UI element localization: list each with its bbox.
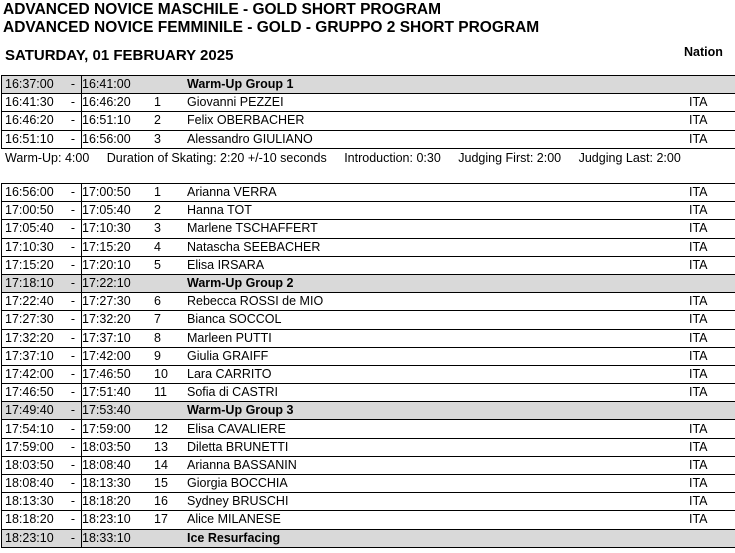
- start-number: 2: [154, 112, 187, 130]
- start-number: 1: [154, 94, 187, 112]
- table-row: [2, 220, 735, 238]
- start-number: [154, 76, 187, 94]
- end-time: 17:46:50: [82, 365, 155, 383]
- end-time: 16:56:00: [82, 130, 155, 148]
- skater-name: Felix OBERBACHER: [187, 112, 689, 130]
- start-number: 14: [154, 456, 187, 474]
- end-time: 17:27:30: [82, 293, 155, 311]
- end-time: 17:20:10: [82, 256, 155, 274]
- skater-name: Bianca SOCCOL: [187, 311, 689, 329]
- nation-code: ITA: [689, 238, 735, 256]
- table-row: [2, 384, 735, 402]
- nation-column-header: Nation: [684, 45, 723, 59]
- event-title-2: ADVANCED NOVICE FEMMINILE - GOLD - GRUPPO 2 SHORT PROGRAM: [3, 19, 540, 36]
- time-separator: -: [65, 384, 82, 402]
- time-separator: -: [65, 238, 82, 256]
- skater-name: Warm-Up Group 1: [187, 76, 689, 94]
- end-time: 17:59:00: [82, 420, 155, 438]
- judging-last: Judging Last: 2:00: [578, 151, 681, 165]
- table-row: [2, 438, 735, 456]
- start-time: 17:49:40: [2, 402, 66, 420]
- end-time: 17:32:20: [82, 311, 155, 329]
- start-number: 6: [154, 293, 187, 311]
- skater-name: Alice MILANESE: [187, 511, 689, 529]
- nation-code: ITA: [689, 202, 735, 220]
- start-number: 17: [154, 511, 187, 529]
- nation-code: ITA: [689, 384, 735, 402]
- start-time: 18:23:10: [2, 529, 66, 547]
- start-time: 16:37:00: [2, 76, 66, 94]
- start-time: 18:03:50: [2, 456, 66, 474]
- table-row: [2, 329, 735, 347]
- start-number: 3: [154, 220, 187, 238]
- start-number: 3: [154, 130, 187, 148]
- event-title-1: ADVANCED NOVICE MASCHILE - GOLD SHORT PROGRAM: [3, 1, 442, 18]
- nation-code: [689, 529, 735, 547]
- start-time: 17:00:50: [2, 202, 66, 220]
- end-time: 18:33:10: [82, 529, 155, 547]
- start-time: 17:32:20: [2, 329, 66, 347]
- group-row: [2, 529, 735, 547]
- table-row: [2, 130, 735, 148]
- time-separator: -: [65, 202, 82, 220]
- time-separator: -: [65, 130, 82, 148]
- time-separator: -: [65, 402, 82, 420]
- start-number: 2: [154, 202, 187, 220]
- table-row: [2, 493, 735, 511]
- table-row: [2, 293, 735, 311]
- start-time: 17:46:50: [2, 384, 66, 402]
- table-row: [2, 475, 735, 493]
- time-separator: -: [65, 493, 82, 511]
- start-number: [154, 529, 187, 547]
- end-time: 17:42:00: [82, 347, 155, 365]
- end-time: 17:10:30: [82, 220, 155, 238]
- start-time: 18:13:30: [2, 493, 66, 511]
- skater-name: Hanna TOT: [187, 202, 689, 220]
- time-separator: -: [65, 347, 82, 365]
- nation-code: ITA: [689, 94, 735, 112]
- time-separator: -: [65, 438, 82, 456]
- nation-code: [689, 76, 735, 94]
- time-separator: -: [65, 112, 82, 130]
- time-separator: -: [65, 329, 82, 347]
- end-time: 16:46:20: [82, 94, 155, 112]
- skater-name: Warm-Up Group 2: [187, 274, 689, 292]
- skating-duration: Duration of Skating: 2:20 +/-10 seconds: [106, 151, 327, 165]
- start-number: 5: [154, 256, 187, 274]
- time-separator: -: [65, 94, 82, 112]
- skater-name: Elisa IRSARA: [187, 256, 689, 274]
- group-row: [2, 76, 735, 94]
- nation-code: ITA: [689, 347, 735, 365]
- start-time: 16:46:20: [2, 112, 66, 130]
- start-number: 16: [154, 493, 187, 511]
- nation-code: [689, 402, 735, 420]
- skater-name: Giovanni PEZZEI: [187, 94, 689, 112]
- nation-code: ITA: [689, 256, 735, 274]
- end-time: 17:51:40: [82, 384, 155, 402]
- nation-code: ITA: [689, 438, 735, 456]
- judging-first: Judging First: 2:00: [458, 151, 562, 165]
- start-time: 17:10:30: [2, 238, 66, 256]
- skater-name: Giorgia BOCCHIA: [187, 475, 689, 493]
- time-separator: -: [65, 311, 82, 329]
- table-row: [2, 94, 735, 112]
- skater-name: Alessandro GIULIANO: [187, 130, 689, 148]
- start-time: 17:54:10: [2, 420, 66, 438]
- skater-name: Ice Resurfacing: [187, 529, 689, 547]
- end-time: 18:23:10: [82, 511, 155, 529]
- nation-code: ITA: [689, 293, 735, 311]
- end-time: 18:08:40: [82, 456, 155, 474]
- nation-code: ITA: [689, 420, 735, 438]
- start-number: [154, 274, 187, 292]
- time-separator: -: [65, 475, 82, 493]
- group-row: [2, 274, 735, 292]
- skater-name: Sofia di CASTRI: [187, 384, 689, 402]
- start-time: 16:51:10: [2, 130, 66, 148]
- skater-name: Lara CARRITO: [187, 365, 689, 383]
- skater-name: Warm-Up Group 3: [187, 402, 689, 420]
- nation-code: ITA: [689, 130, 735, 148]
- end-time: 18:13:30: [82, 475, 155, 493]
- start-time: 16:56:00: [2, 184, 66, 202]
- skater-name: Natascha SEEBACHER: [187, 238, 689, 256]
- nation-code: ITA: [689, 456, 735, 474]
- table-row: [2, 202, 735, 220]
- skater-name: Sydney BRUSCHI: [187, 493, 689, 511]
- time-separator: -: [65, 529, 82, 547]
- skater-name: Arianna BASSANIN: [187, 456, 689, 474]
- table-row: [2, 238, 735, 256]
- start-number: 9: [154, 347, 187, 365]
- table-row: [2, 311, 735, 329]
- table-row: [2, 365, 735, 383]
- end-time: 16:51:10: [82, 112, 155, 130]
- table-row: [2, 347, 735, 365]
- start-number: 13: [154, 438, 187, 456]
- nation-code: ITA: [689, 220, 735, 238]
- skater-name: Marlene TSCHAFFERT: [187, 220, 689, 238]
- skater-name: Giulia GRAIFF: [187, 347, 689, 365]
- skater-name: Diletta BRUNETTI: [187, 438, 689, 456]
- start-number: 11: [154, 384, 187, 402]
- time-separator: -: [65, 184, 82, 202]
- nation-code: ITA: [689, 311, 735, 329]
- end-time: 17:37:10: [82, 329, 155, 347]
- start-time: 18:18:20: [2, 511, 66, 529]
- warmup-duration: Warm-Up: 4:00: [5, 151, 90, 165]
- nation-code: ITA: [689, 184, 735, 202]
- nation-code: ITA: [689, 493, 735, 511]
- nation-code: ITA: [689, 329, 735, 347]
- start-time: 17:22:40: [2, 293, 66, 311]
- end-time: 17:00:50: [82, 184, 155, 202]
- table-row: [2, 256, 735, 274]
- time-separator: -: [65, 76, 82, 94]
- end-time: 17:53:40: [82, 402, 155, 420]
- end-time: 17:22:10: [82, 274, 155, 292]
- start-time: 16:41:30: [2, 94, 66, 112]
- start-number: 8: [154, 329, 187, 347]
- start-time: 18:08:40: [2, 475, 66, 493]
- start-time: 17:05:40: [2, 220, 66, 238]
- end-time: 18:03:50: [82, 438, 155, 456]
- table-row: [2, 112, 735, 130]
- group-row: [2, 402, 735, 420]
- start-time: 17:15:20: [2, 256, 66, 274]
- schedule-table-1: [1, 75, 735, 149]
- nation-code: ITA: [689, 365, 735, 383]
- nation-code: ITA: [689, 112, 735, 130]
- introduction-duration: Introduction: 0:30: [344, 151, 441, 165]
- start-number: 1: [154, 184, 187, 202]
- schedule-table-2: [1, 183, 735, 548]
- time-separator: -: [65, 420, 82, 438]
- table-row: [2, 511, 735, 529]
- start-number: 4: [154, 238, 187, 256]
- nation-code: ITA: [689, 511, 735, 529]
- time-separator: -: [65, 456, 82, 474]
- start-time: 17:42:00: [2, 365, 66, 383]
- start-time: 17:37:10: [2, 347, 66, 365]
- start-time: 17:27:30: [2, 311, 66, 329]
- end-time: 17:05:40: [82, 202, 155, 220]
- skater-name: Marleen PUTTI: [187, 329, 689, 347]
- time-separator: -: [65, 274, 82, 292]
- nation-code: [689, 274, 735, 292]
- timing-info: [5, 151, 695, 165]
- start-number: [154, 402, 187, 420]
- time-separator: -: [65, 511, 82, 529]
- nation-code: ITA: [689, 475, 735, 493]
- table-row: [2, 456, 735, 474]
- end-time: 16:41:00: [82, 76, 155, 94]
- end-time: 18:18:20: [82, 493, 155, 511]
- start-time: 17:18:10: [2, 274, 66, 292]
- table-row: [2, 184, 735, 202]
- start-number: 12: [154, 420, 187, 438]
- start-number: 15: [154, 475, 187, 493]
- start-number: 10: [154, 365, 187, 383]
- start-time: 17:59:00: [2, 438, 66, 456]
- schedule-date: SATURDAY, 01 FEBRUARY 2025: [5, 47, 234, 64]
- skater-name: Arianna VERRA: [187, 184, 689, 202]
- start-number: 7: [154, 311, 187, 329]
- table-row: [2, 420, 735, 438]
- time-separator: -: [65, 220, 82, 238]
- skater-name: Rebecca ROSSI de MIO: [187, 293, 689, 311]
- end-time: 17:15:20: [82, 238, 155, 256]
- time-separator: -: [65, 256, 82, 274]
- skater-name: Elisa CAVALIERE: [187, 420, 689, 438]
- time-separator: -: [65, 365, 82, 383]
- time-separator: -: [65, 293, 82, 311]
